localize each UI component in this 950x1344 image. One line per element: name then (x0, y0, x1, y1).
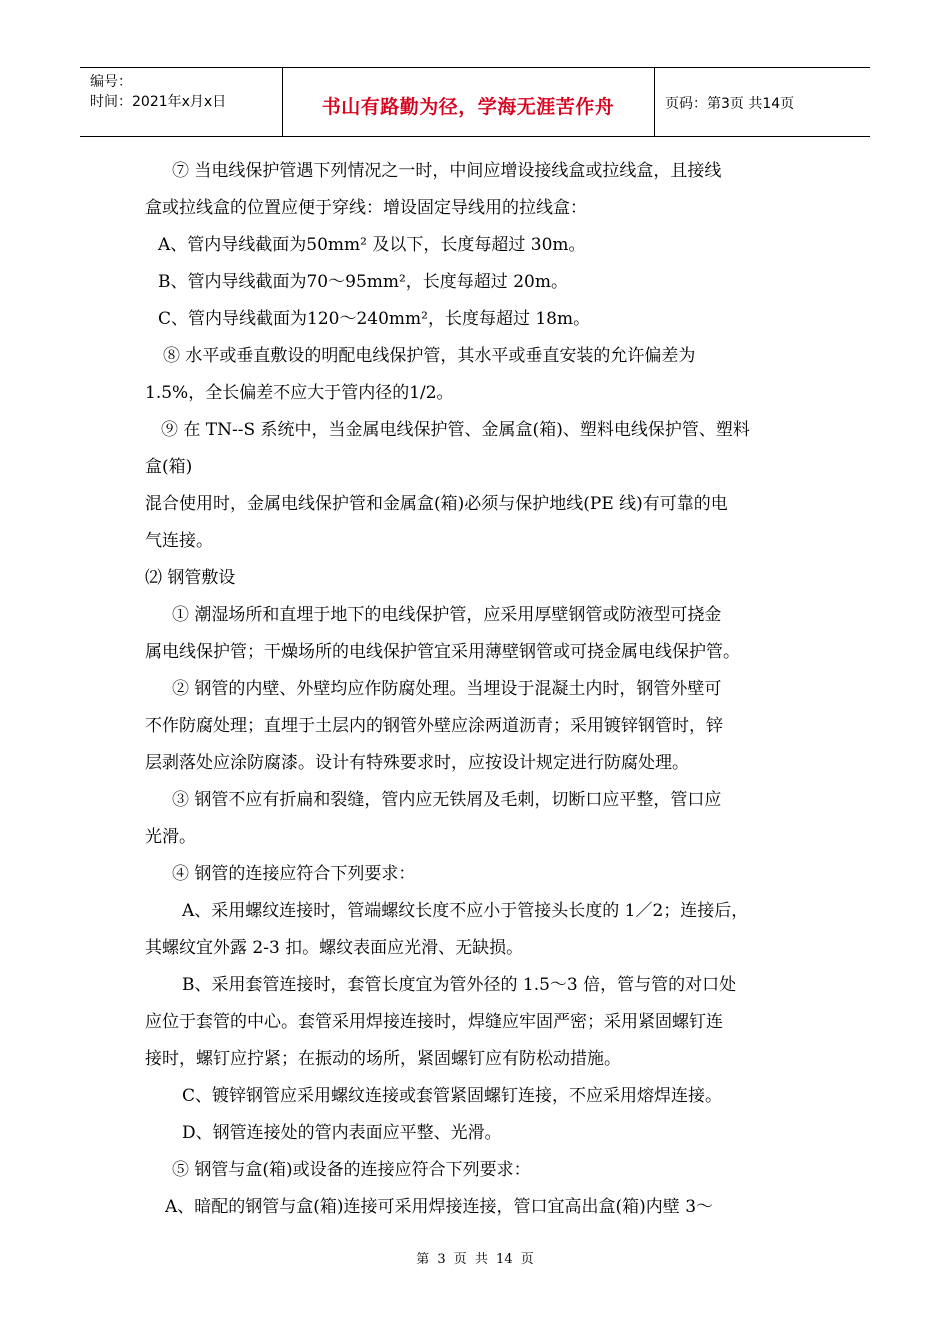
header-divider (654, 68, 655, 136)
paragraph-line: ③ 钢管不应有折扁和裂缝，管内应无铁屑及毛刺，切断口应平整，管口应 (172, 790, 722, 810)
paragraph-line: 其螺纹宜外露 2-3 扣。螺纹表面应光滑、无缺损。 (145, 938, 524, 958)
paragraph-line: ⑧ 水平或垂直敷设的明配电线保护管，其水平或垂直安装的允许偏差为 (163, 346, 696, 366)
paragraph-line: 1.5%，全长偏差不应大于管内径的1/2。 (145, 383, 454, 403)
paragraph-line: D、钢管连接处的管内表面应平整、光滑。 (182, 1123, 502, 1143)
paragraph-line: 光滑。 (145, 827, 196, 847)
header-meta (90, 72, 226, 112)
paragraph-line: C、管内导线截面为120～240mm²，长度每超过 18m。 (158, 309, 591, 329)
paragraph-line: 属电线保护管；干燥场所的电线保护管宜采用薄壁钢管或可挠金属电线保护管。 (145, 642, 740, 662)
paragraph-line: 气连接。 (145, 531, 213, 551)
paragraph-line: ① 潮湿场所和直埋于地下的电线保护管，应采用厚壁钢管或防液型可挠金 (172, 605, 722, 625)
paragraph-line: A、暗配的钢管与盒(箱)连接可采用焊接连接，管口宜高出盒(箱)内壁 3～ (165, 1197, 714, 1217)
paragraph-line: A、管内导线截面为50mm² 及以下，长度每超过 30m。 (158, 235, 586, 255)
paragraph-line: 不作防腐处理；直埋于土层内的钢管外壁应涂两道沥青；采用镀锌钢管时，锌 (145, 716, 723, 736)
paragraph-line: ⑨ 在 TN--S 系统中，当金属电线保护管、金属盒(箱)、塑料电线保护管、塑料 (161, 420, 750, 440)
date-label: 时间：2021年x月x日 (90, 94, 227, 110)
paragraph-line: ⑦ 当电线保护管遇下列情况之一时，中间应增设接线盒或拉线盒，且接线 (172, 161, 722, 181)
document-body (145, 153, 813, 1226)
paragraph-line: B、管内导线截面为70～95mm²，长度每超过 20m。 (158, 272, 568, 292)
paragraph-line: A、采用螺纹连接时，管端螺纹长度不应小于管接头长度的 1／2；连接后， (182, 901, 749, 921)
paragraph-line: 盒或拉线盒的位置应便于穿线：增设固定导线用的拉线盒： (145, 198, 587, 218)
paragraph-line: B、采用套管连接时，套管长度宜为管外径的 1.5～3 倍，管与管的对口处 (182, 975, 737, 995)
page-header (80, 67, 870, 137)
number-label: 编号： (90, 74, 132, 90)
header-page-info: 页码：第3页 共14页 (665, 96, 795, 112)
paragraph-line: 混合使用时，金属电线保护管和金属盒(箱)必须与保护地线(PE 线)有可靠的电 (145, 494, 728, 514)
page-footer: 第 3 页 共 14 页 (416, 1252, 534, 1267)
paragraph-line: ② 钢管的内壁、外壁均应作防腐处理。当埋设于混凝土内时，钢管外壁可 (172, 679, 722, 699)
section-heading: ⑵ 钢管敷设 (145, 568, 236, 588)
paragraph-line: ④ 钢管的连接应符合下列要求： (172, 864, 416, 884)
header-motto: 书山有路勤为径，学海无涯苦作舟 (321, 96, 615, 118)
paragraph-line: ⑤ 钢管与盒(箱)或设备的连接应符合下列要求： (172, 1160, 531, 1180)
paragraph-line: 接时，螺钉应拧紧；在振动的场所，紧固螺钉应有防松动措施。 (145, 1049, 621, 1069)
paragraph-line: 应位于套管的中心。套管采用焊接连接时，焊缝应牢固严密；采用紧固螺钉连 (145, 1012, 723, 1032)
paragraph-line: C、镀锌钢管应采用螺纹连接或套管紧固螺钉连接，不应采用熔焊连接。 (182, 1086, 723, 1106)
paragraph-line: 盒(箱) (145, 457, 193, 477)
paragraph-line: 层剥落处应涂防腐漆。设计有特殊要求时，应按设计规定进行防腐处理。 (145, 753, 689, 773)
